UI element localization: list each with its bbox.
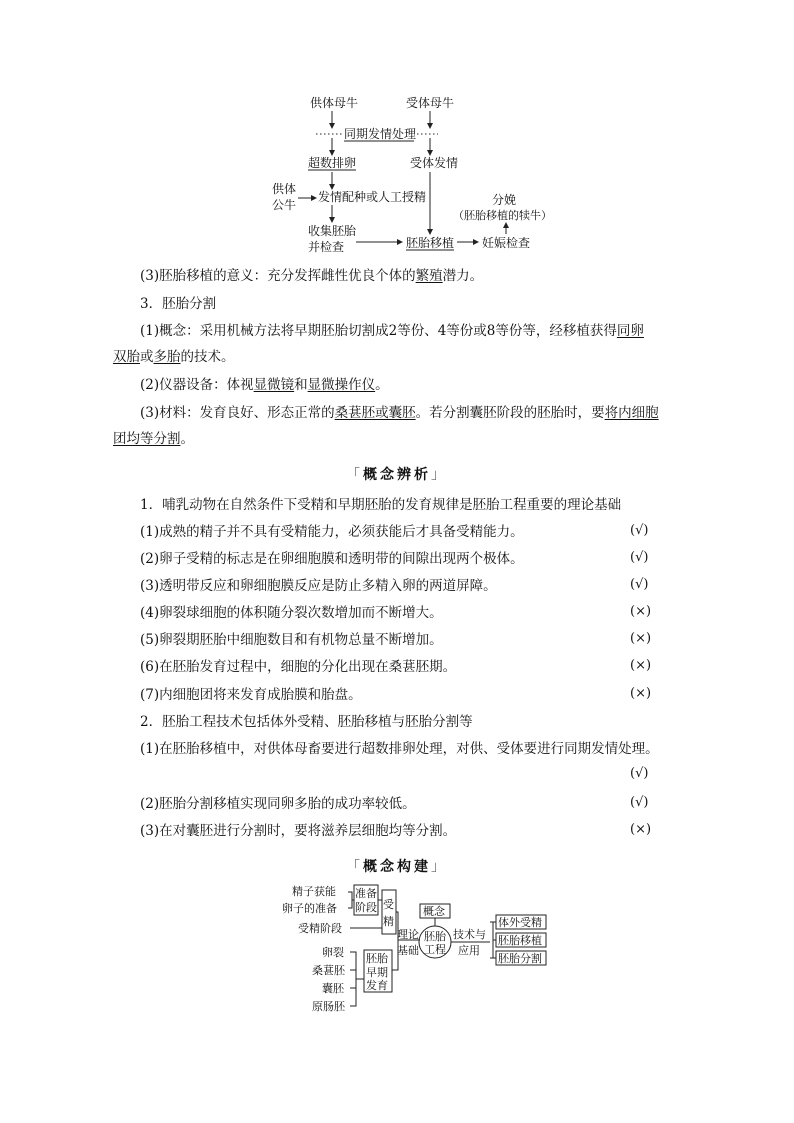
bracket-open: 「 (346, 859, 363, 875)
recipient-cow-label: 受体母牛 (406, 96, 455, 110)
center-label-2: 工程 (424, 943, 446, 956)
text-segment: 的技术。 (180, 349, 235, 365)
center-label-1: 胚胎 (424, 930, 446, 943)
answer-mark-4: (×) (630, 604, 652, 619)
material-line-2 (113, 430, 194, 448)
tech-app-label-2: 应用 (458, 944, 480, 957)
embryo-splitting-label: 胚胎分割 (498, 952, 542, 965)
text-segment: 和 (294, 377, 308, 393)
text-segment: 。 (180, 431, 194, 447)
answer-underline: 将内细胞 (604, 405, 659, 421)
donor-bull-label-1: 供体 (272, 182, 297, 196)
bracket-close: 」 (431, 467, 448, 483)
analysis-heading-1: 1．哺乳动物在自然条件下受精和早期胚胎的发育规律是胚胎工程重要的理论基础 (140, 497, 622, 513)
cleavage-label: 卵裂 (322, 946, 344, 959)
analysis-item-9: (2)胚胎分割移植实现同卵多胎的成功率较低。 (140, 796, 416, 812)
answer-mark-6: (×) (630, 658, 652, 673)
bracket-open: 「 (346, 467, 363, 483)
answer-mark-10: (×) (630, 822, 652, 837)
analysis-item-1: (1)成熟的精子并不具有受精能力，必须获能后才具备受精能力。 (140, 524, 524, 540)
answer-underline: 多胎 (153, 349, 181, 365)
tech-app-label-1: 技术与 (453, 928, 486, 941)
fertilization-label-1: 受 (383, 898, 394, 911)
recipient-estrus-label: 受体发情 (410, 156, 459, 170)
embryo-splitting-heading: 3．胚胎分割 (140, 296, 217, 312)
text-segment: (1)概念：采用机械方法将早期胚胎切割成2等份、4等份或8等份等，经移植获得 (140, 323, 617, 339)
egg-preparation-label: 卵子的准备 (282, 902, 337, 915)
section-title-concept-building (0, 856, 794, 876)
answer-underline: 团均等分割 (113, 431, 181, 447)
text-segment: 。若分割囊胚阶段的胚胎时，要 (415, 405, 605, 421)
theory-label-1: 理论 (397, 928, 419, 941)
early-dev-label-2: 早期 (366, 966, 388, 979)
concept-box-label: 概念 (423, 905, 445, 918)
mating-label: 发情配种或人工授精 (318, 190, 427, 204)
morula-label: 桑葚胚 (312, 964, 345, 977)
birth-label-2: （胚胎移植的犊牛） (453, 209, 552, 222)
analysis-item-5: (5)卵裂期胚胎中细胞数目和有机物总量不断增加。 (140, 632, 443, 648)
section-title-text: 概念辨析 (363, 467, 431, 483)
text-segment: 潜力。 (442, 268, 484, 284)
pregnancy-check-label: 妊娠检查 (482, 236, 531, 250)
collect-label-1: 收集胚胎 (308, 224, 357, 238)
text-segment: 或 (140, 349, 154, 365)
splitting-concept-line-2 (113, 348, 235, 366)
fertilization-label-2: 精 (383, 915, 394, 928)
transfer-significance-line (140, 267, 483, 285)
answer-mark-7: (×) (630, 686, 652, 701)
concept-map (270, 880, 560, 1016)
sync-estrus-label: 同期发情处理 (344, 127, 417, 141)
analysis-item-3: (3)透明带反应和卵细胞膜反应是防止多精入卵的两道屏障。 (140, 578, 497, 594)
analysis-item-8: (1)在胚胎移植中，对供体母畜要进行超数排卵处理，对供、受体要进行同期发情处理。 (140, 741, 659, 757)
blastocyst-label: 囊胚 (322, 982, 344, 995)
prep-stage-label-1: 准备 (355, 887, 377, 900)
gastrula-label: 原肠胚 (312, 1000, 345, 1013)
answer-underline: 桑葚胚或囊胚 (334, 405, 416, 421)
text-segment: (2)仪器设备：体视 (140, 377, 254, 393)
fertilization-stage-label: 受精阶段 (298, 922, 342, 935)
bracket-close: 」 (431, 859, 448, 875)
embryo-transfer-flowchart (260, 92, 560, 257)
splitting-concept-line (140, 322, 644, 340)
analysis-item-10: (3)在对囊胚进行分割时，要将滋养层细胞均等分割。 (140, 823, 457, 839)
birth-label-1: 分娩 (492, 193, 517, 207)
analysis-item-6: (6)在胚胎发育过程中，细胞的分化出现在桑葚胚期。 (140, 659, 457, 675)
early-dev-label-3: 发育 (366, 979, 388, 992)
transfer-label: 胚胎移植 (406, 236, 455, 250)
donor-cow-label: 供体母牛 (310, 96, 359, 110)
material-line (140, 404, 659, 422)
answer-underline: 繁殖 (415, 268, 443, 284)
theory-label-2: 基础 (397, 944, 419, 957)
answer-mark-8: (√) (630, 766, 649, 781)
analysis-item-2: (2)卵子受精的标志是在卵细胞膜和透明带的间隙出现两个极体。 (140, 551, 524, 567)
embryo-transfer-label: 胚胎移植 (498, 934, 542, 947)
answer-mark-9: (√) (630, 795, 649, 810)
early-dev-label-1: 胚胎 (366, 952, 388, 965)
donor-bull-label-2: 公牛 (272, 198, 297, 212)
section-title-text: 概念构建 (363, 859, 431, 875)
answer-underline: 显微镜 (253, 377, 295, 393)
analysis-item-4: (4)卵裂球细胞的体积随分裂次数增加而不断增大。 (140, 605, 443, 621)
answer-mark-2: (√) (630, 550, 649, 565)
analysis-heading-2: 2．胚胎工程技术包括体外受精、胚胎移植与胚胎分割等 (140, 714, 473, 730)
ivf-label: 体外受精 (498, 916, 542, 929)
text-segment: (3)胚胎移植的意义：充分发挥雌性优良个体的 (140, 268, 416, 284)
sperm-capacitation-label: 精子获能 (292, 885, 336, 898)
answer-mark-3: (√) (630, 577, 649, 592)
answer-mark-5: (×) (630, 631, 652, 646)
text-segment: 。 (375, 377, 389, 393)
collect-label-2: 并检查 (308, 240, 345, 254)
analysis-item-7: (7)内细胞团将来发育成胎膜和胎盘。 (140, 687, 362, 703)
answer-mark-1: (√) (630, 523, 649, 538)
superovulation-label: 超数排卵 (308, 156, 357, 170)
answer-underline: 显微操作仪 (307, 377, 376, 393)
equipment-line (140, 376, 389, 394)
section-title-concept-analysis (0, 464, 794, 484)
text-segment: (3)材料：发育良好、形态正常的 (140, 405, 335, 421)
answer-underline: 双胎 (113, 349, 140, 365)
answer-underline: 同卵 (616, 323, 644, 339)
prep-stage-label-2: 阶段 (355, 901, 377, 914)
